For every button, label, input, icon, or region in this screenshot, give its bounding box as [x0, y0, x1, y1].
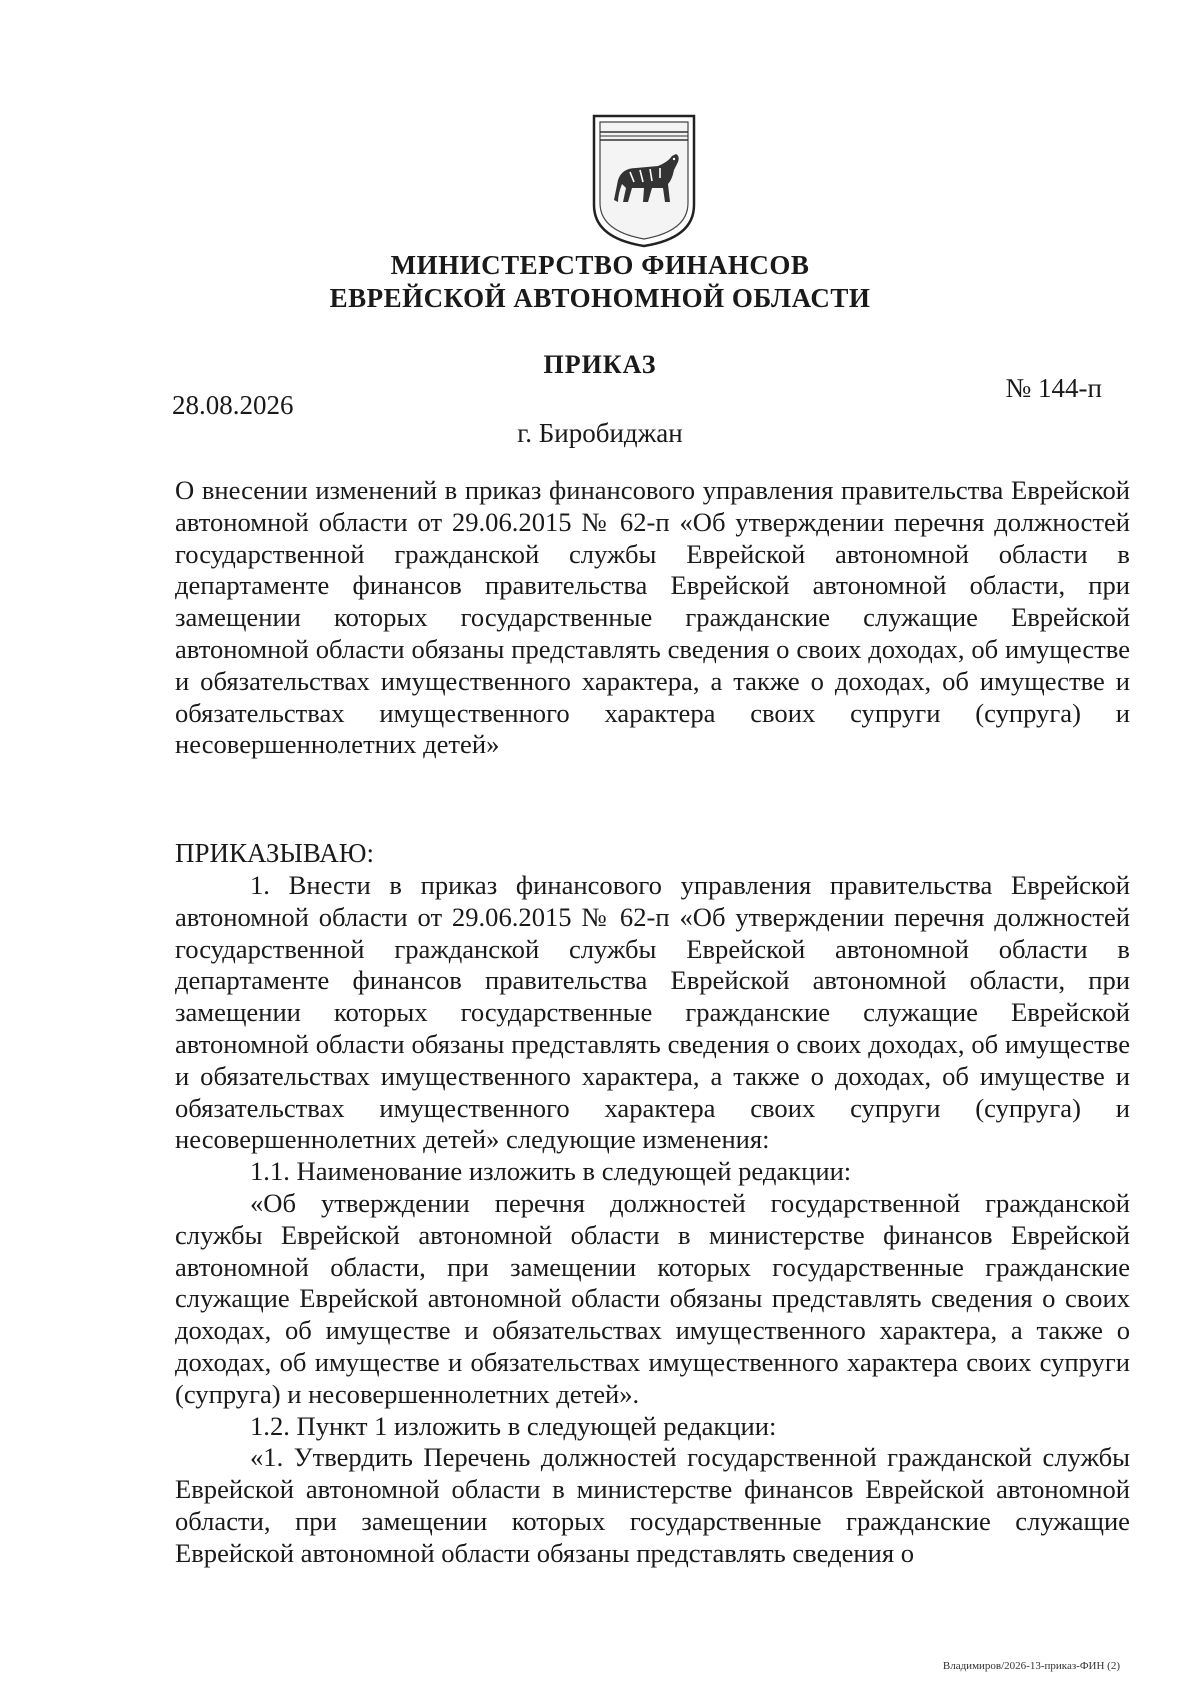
- coat-of-arms-emblem: [588, 110, 700, 250]
- ministry-name-line1: МИНИСТЕРСТВО ФИНАНСОВ: [390, 250, 810, 280]
- document-body: [175, 870, 1130, 1570]
- document-date: 28.08.2026: [172, 390, 294, 420]
- body-paragraph: 1.2. Пункт 1 изложить в следующей редакции:: [250, 1410, 777, 1441]
- document-type: ПРИКАЗ: [543, 350, 657, 379]
- document-title: О внесении изменений в приказ финансового управления правительства Еврейской автономной области от 29.06.2015 № 62-п «Об утверждении перечня должностей государственной гражданской службы Еврейской автономной области в департаменте финансов правительства Еврейской автономной области, при замещении которых государственные гражданские служащие Еврейской автономной области обязаны представлять сведения о своих доходах, об имуществе и обязательствах имущественного характера, а также о доходах, об имуществе и обязательствах имущественного характера своих супруги (супруга) и несовершеннолетних детей»: [175, 475, 1130, 760]
- body-paragraph: 1.1. Наименование изложить в следующей редакции:: [250, 1156, 852, 1187]
- document-number: № 144-п: [1005, 373, 1102, 403]
- body-paragraph: «Об утверждении перечня должностей государственной гражданской службы Еврейской автономной области в министерстве финансов Еврейской автономной области, при замещении которых государственные гражданские служащие Еврейской автономной области обязаны представлять сведения о своих доходах, об имуществе и обязательствах имущественного характера, а также о доходах, об имуществе и обязательствах имущественного характера своих супруги (супруга) и несовершеннолетних детей».: [175, 1187, 1130, 1409]
- ministry-name-line2: ЕВРЕЙСКОЙ АВТОНОМНОЙ ОБЛАСТИ: [329, 283, 871, 313]
- document-city: г. Биробиджан: [517, 418, 683, 448]
- footer-reference: Владимиров/2026-13-приказ-ФИН (2): [942, 1660, 1120, 1672]
- order-word: ПРИКАЗЫВАЮ:: [175, 838, 374, 868]
- body-paragraph: «1. Утвердить Перечень должностей государственной гражданской службы Еврейской автономной области в министерстве финансов Еврейской автономной области, при замещении которых государственные гражданские служащие Еврейской автономной области обязаны представлять сведения о: [175, 1442, 1130, 1568]
- body-paragraph: 1. Внести в приказ финансового управления правительства Еврейской автономной области от 29.06.2015 № 62-п «Об утверждении перечня должностей государственной гражданской службы Еврейской автономной области в департаменте финансов правительства Еврейской автономной области, при замещении которых государственные гражданские служащие Еврейской автономной области обязаны представлять сведения о своих доходах, об имуществе и обязательствах имущественного характера, а также о доходах, об имуществе и обязательствах имущественного характера своих супруги (супруга) и несовершеннолетних детей» следующие изменения:: [175, 870, 1130, 1155]
